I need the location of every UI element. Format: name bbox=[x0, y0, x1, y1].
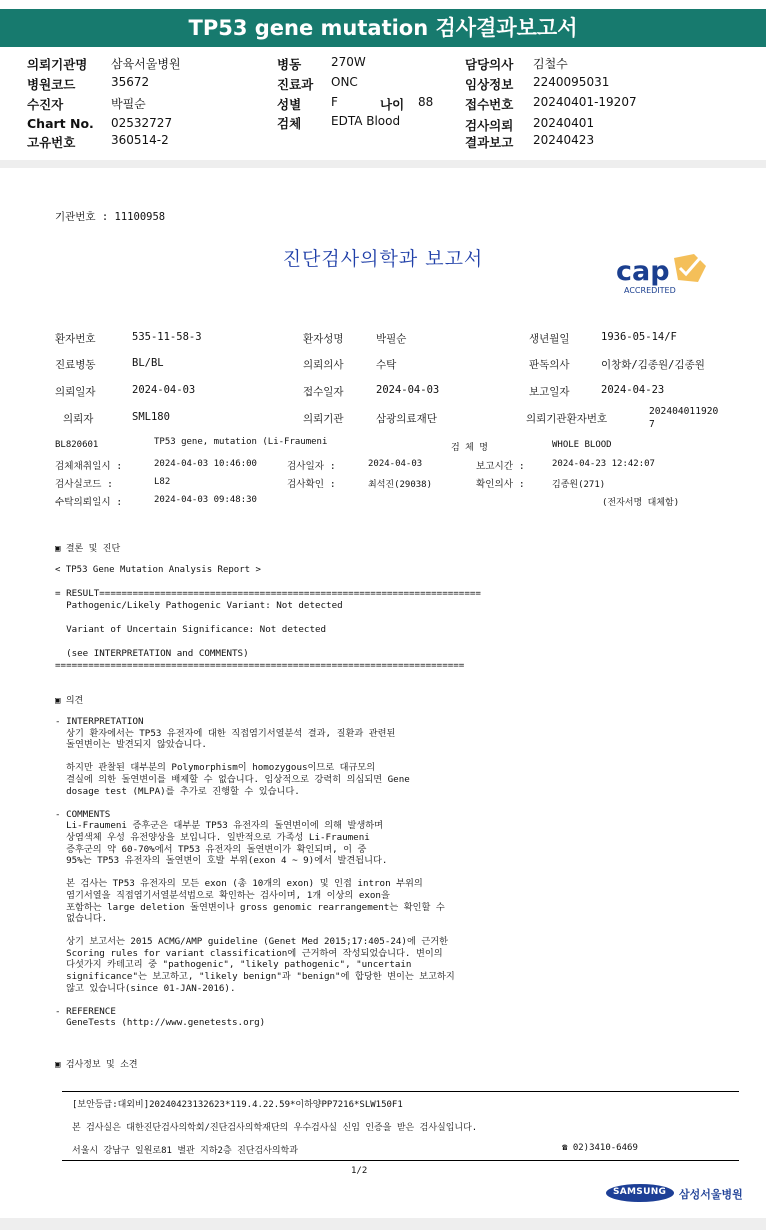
header-label: 고유번호 bbox=[27, 135, 76, 150]
header-value: 02532727 bbox=[111, 116, 173, 130]
certification-line: 본 검사실은 대한진단검사의학회/진단검사의학재단의 우수검사실 신임 인증을 받은 검사실입니다. bbox=[72, 1123, 478, 1133]
header-label: 병동 bbox=[277, 57, 302, 72]
patient-label: 환자성명 bbox=[303, 333, 344, 345]
patient-value: 202404011920 bbox=[649, 406, 719, 417]
report-header: < TP53 Gene Mutation Analysis Report > bbox=[55, 565, 261, 575]
patient-label: 의뢰기관 bbox=[303, 413, 344, 425]
patient-value: 2024-04-23 bbox=[601, 384, 665, 396]
footer-rule-top bbox=[62, 1091, 739, 1092]
patient-label: 의뢰기관환자번호 bbox=[526, 413, 608, 425]
request-label: 수탁의뢰일시 : bbox=[55, 497, 123, 508]
header-value: 삼육서울병원 bbox=[111, 57, 181, 71]
specimen-label: 검 체 명 bbox=[451, 443, 488, 453]
header-label: 진료과 bbox=[277, 77, 314, 92]
patient-value: 535-11-58-3 bbox=[132, 331, 202, 343]
footer-rule-bottom bbox=[62, 1160, 739, 1161]
header-label: 나이 bbox=[380, 97, 405, 112]
doctor-value: 김종원(271) bbox=[552, 480, 606, 490]
patient-value: SML180 bbox=[132, 411, 170, 423]
header-label: Chart No. bbox=[27, 116, 94, 131]
request-value: 2024-04-03 09:48:30 bbox=[154, 495, 257, 505]
cap-logo-sub: ACCREDITED bbox=[624, 286, 676, 295]
header-value: 김철수 bbox=[533, 57, 568, 71]
esign-note: (전자서명 대체함) bbox=[602, 498, 680, 508]
report-time-value: 2024-04-23 12:42:07 bbox=[552, 459, 655, 469]
header-value: 35672 bbox=[111, 75, 150, 89]
header-label: 의뢰기관명 bbox=[27, 57, 88, 72]
patient-label: 생년월일 bbox=[529, 333, 570, 345]
confirm-value: 최석진(29038) bbox=[368, 480, 433, 490]
test-name: TP53 gene, mutation (Li-Fraumeni bbox=[154, 437, 328, 447]
header-value: 2240095031 bbox=[533, 75, 610, 89]
collect-label: 검체채취일시 : bbox=[55, 461, 123, 472]
room-value: L82 bbox=[154, 477, 171, 487]
header-label: 검사의뢰 bbox=[465, 118, 514, 133]
header-label: 검체 bbox=[277, 116, 302, 131]
header-label: 병원코드 bbox=[27, 77, 76, 92]
patient-value: BL/BL bbox=[132, 357, 164, 369]
section-divider bbox=[0, 160, 766, 168]
header-value: ONC bbox=[331, 75, 358, 89]
phone-line: ☎ 02)3410-6469 bbox=[562, 1143, 638, 1153]
security-line: [보안등급:대외비]20240423132623*119.4.22.59*이하양PP7216*SLW150F1 bbox=[72, 1100, 403, 1110]
patient-label: 의뢰일자 bbox=[55, 386, 96, 398]
header-value: EDTA Blood bbox=[331, 114, 401, 128]
header-label: 담당의사 bbox=[465, 57, 514, 72]
section-info: ▣ 검사정보 및 소견 bbox=[55, 1060, 138, 1070]
result-block: = RESULT===================================================================== Pathogenic/Likely Pathogenic Variant: Not detected Variant of Uncertain Significance: Not detected (see INTERPRETATION and COMMENTS) ========================================================================== bbox=[55, 588, 481, 671]
header-value: 270W bbox=[331, 55, 366, 69]
header-label: 접수번호 bbox=[465, 97, 514, 112]
page-bottom-bar bbox=[0, 1218, 766, 1230]
doctor-label: 확인의사 : bbox=[476, 479, 525, 490]
test-code: BL820601 bbox=[55, 440, 99, 450]
patient-value: 삼광의료재단 bbox=[376, 413, 437, 425]
header-value: 박필순 bbox=[111, 97, 146, 111]
opinion-block: - INTERPRETATION 상기 환자에서는 TP53 유전자에 대한 직접염기서열분석 결과, 질환과 관련된 돌연변이는 발견되지 않았습니다. 하지만 관찰된 대부분의 Polymorphism이 homozygous이므로 대규모의 결실에 의한 돌연변이를 배제할 수 없습니다. 임상적으로 강력히 의심되면 Gene dosage test (MLPA)를 추가로 진행할 수 있습니다. - COMMENTS Li-Fraumeni 증후군은 대부분 TP53 유전자의 돌연변이에 의해 발생하며 상염색체 우성 유전양상을 보입니다. 일반적으로 가족성 Li-Fraumeni 증후군의 약 60-70%에서 TP53 유전자의 돌연변이가 확인되며, 이 중 95%는 TP53 유전자의 돌연변이 호발 부위(exon 4 ~ 9)에서 발견됩니다. 본 검사는 TP53 유전자의 모든 exon (총 10개의 exon) 및 인접 intron 부위의 염기서열을 직접염기서열분석법으로 확인하는 검사이며, 1개 이상의 exon을 포함하는 large deletion 돌연변이나 gross genomic rearrangement는 확인할 수 없습니다. 상기 보고서는 2015 ACMG/AMP guideline (Genet Med 2015;17:405-24)에 근거한 Scoring rules for variant classification에 근거하여 작성되었습니다. 변이의 다섯가지 카테고리 중 "pathogenic", "likely pathogenic", "uncertain significance"는 보고하고, "likely benign"과 "benign"에 합당한 변이는 보고하지 않고 있습니다(since 01-JAN-2016). - REFERENCE GeneTests (http://www.genetests.org) bbox=[55, 716, 455, 1029]
report-main-title: TP53 gene mutation 검사결과보고서 bbox=[188, 16, 578, 40]
samsung-wordmark: SAMSUNG bbox=[613, 1187, 667, 1197]
header-value: F bbox=[331, 95, 338, 109]
patient-label: 접수일자 bbox=[303, 386, 344, 398]
header-value: 20240423 bbox=[533, 133, 595, 147]
patient-value-cont: 7 bbox=[649, 419, 655, 430]
header-label: 수진자 bbox=[27, 97, 64, 112]
exam-date-value: 2024-04-03 bbox=[368, 459, 423, 469]
header-label: 성별 bbox=[277, 97, 302, 112]
patient-value: 이창화/김종원/김종원 bbox=[601, 359, 705, 371]
patient-label: 진료병동 bbox=[55, 359, 96, 371]
section-opinion: ▣ 의견 bbox=[55, 696, 84, 706]
patient-label: 의뢰의사 bbox=[303, 359, 344, 371]
patient-value: 2024-04-03 bbox=[132, 384, 196, 396]
patient-label: 환자번호 bbox=[55, 333, 96, 345]
patient-label: 의뢰자 bbox=[63, 413, 94, 425]
cap-logo-text: cap bbox=[616, 256, 670, 287]
report-title-bar bbox=[0, 9, 766, 47]
exam-date-label: 검사일자 : bbox=[287, 461, 336, 472]
specimen-value: WHOLE BLOOD bbox=[552, 440, 612, 450]
institution-number: 기관번호 : 11100958 bbox=[55, 211, 166, 223]
room-label: 검사실코드 : bbox=[55, 479, 113, 490]
page-number: 1/2 bbox=[351, 1166, 368, 1176]
patient-value: 박필순 bbox=[376, 333, 407, 345]
header-label: 임상정보 bbox=[465, 77, 514, 92]
patient-label: 판독의사 bbox=[529, 359, 570, 371]
section-conclusion: ▣ 결론 및 진단 bbox=[55, 544, 121, 554]
address-line: 서울시 강남구 일원로81 별관 지하2층 진단검사의학과 bbox=[72, 1146, 298, 1156]
patient-value: 수탁 bbox=[376, 359, 397, 371]
page-title: 진단검사의학과 보고서 bbox=[282, 248, 484, 270]
cap-accredited-logo bbox=[614, 252, 714, 298]
patient-label: 보고일자 bbox=[529, 386, 570, 398]
header-label: 결과보고 bbox=[465, 135, 514, 150]
hospital-name: 삼성서울병원 bbox=[679, 1188, 743, 1201]
confirm-label: 검사확인 : bbox=[287, 479, 336, 490]
header-value: 88 bbox=[418, 95, 434, 109]
header-value: 360514-2 bbox=[111, 133, 169, 147]
patient-value: 1936-05-14/F bbox=[601, 331, 677, 343]
patient-value: 2024-04-03 bbox=[376, 384, 440, 396]
header-value: 20240401 bbox=[533, 116, 595, 130]
samsung-hospital-logo bbox=[606, 1182, 743, 1204]
report-time-label: 보고시간 : bbox=[476, 461, 525, 472]
collect-value: 2024-04-03 10:46:00 bbox=[154, 459, 257, 469]
header-value: 20240401-19207 bbox=[533, 95, 637, 109]
